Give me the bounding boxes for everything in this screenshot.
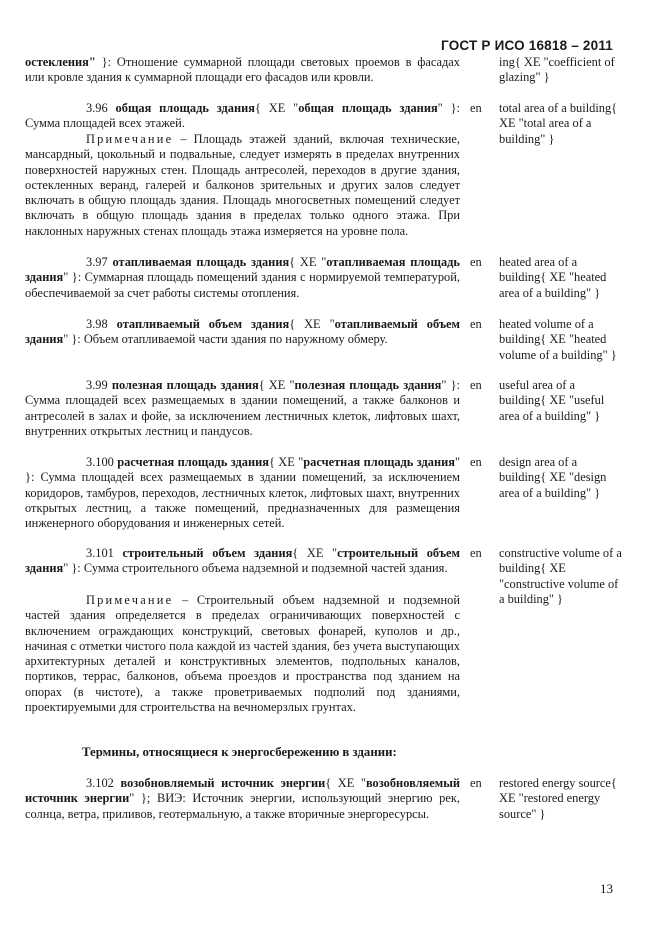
lang-code: en <box>470 776 482 790</box>
lang-code: en <box>470 455 482 469</box>
note: Примечание – Строительный объем надземной и подземной частей здания определяется в пределах ограничивающих поверхностей с включением ограждающих конструкций, световых фонарей, куполов и др., начиная с отметки чистого пола каждой из частей здания, без учета выступающих архитектурных деталей и конструктивных элементов, подпольных каналов, портиков, террас, балконов, объема проездов и пространства под зданием на опорах (в чистоте), а также проветриваемых подполий под зданиями, проектируемыми для строительства на вечномерзлых грунтах. <box>25 593 460 715</box>
lang-code: en <box>470 101 482 115</box>
en-term: heated area of a building{ XE "heated area of a building" } <box>499 255 607 300</box>
lang-code: en <box>470 317 482 331</box>
term-entry: 3.96 общая площадь здания{ XE "общая площадь здания" }: Сумма площадей всех этажей. <box>25 101 460 131</box>
en-term: heated volume of a building{ XE "heated volume of a building" } <box>499 317 617 362</box>
document-header: ГОСТ Р ИСО 16818 – 2011 <box>441 38 613 53</box>
en-term: ing{ XE "coefficient of glazing" } <box>499 55 615 85</box>
note: Примечание – Площадь этажей зданий, включая технические, мансардный, цокольный и подвальные, следует измерять в пределах внутренних поверхностей наружных стен. Площадь антресолей, переходов в другие здания, остекленных веранд, галерей и балконов зрительных и других залов следует включать в общую площадь здания. Площадь многосветных помещений следует включать в общую площадь здания в пределах только одного этажа. При наклонных наружных стенах площадь этажа измеряется на уровне пола. <box>25 132 460 238</box>
term-entry: 3.101 строительный объем здания{ XE "строительный объем здания" }: Сумма строительного объема надземной и подземной частей здания. <box>25 546 460 576</box>
en-term: restored energy source{ XE "restored energy source" } <box>499 776 617 821</box>
en-term: constructive volume of a building{ XE "constructive volume of a building" } <box>499 546 622 606</box>
term-entry: 3.102 возобновляемый источник энергии{ XE "возобновляемый источник энергии" }; ВИЭ: Источник энергии, использующий энергию рек, солнца, ветра, приливов, геотермальную, а также вторичные энергоресурсы. <box>25 776 461 821</box>
term-entry: 3.99 полезная площадь здания{ XE "полезная площадь здания" }: Сумма площадей всех размещаемых в здании помещений, а также балконов и антресолей в залах и фойе, за исключением лестничных клеток, лифтовых шахт, внутренних открытых лестниц и пандусов. <box>25 378 460 438</box>
term-continuation: остекления" }: Отношение суммарной площади световых проемов в фасадах или кровле здания к суммарной площади его фасадов или кровли. <box>25 55 460 85</box>
en-term: useful area of a building{ XE "useful area of a building" } <box>499 378 605 423</box>
lang-code: en <box>470 255 482 269</box>
term-entry: 3.98 отапливаемый объем здания{ XE "отапливаемый объем здания" }: Объем отапливаемой части здания по наружному обмеру. <box>25 317 460 347</box>
section-heading: Термины, относящиеся к энергосбережению в здании: <box>82 745 397 759</box>
en-term: total area of a building{ XE "total area of a building" } <box>499 101 618 146</box>
term-entry: 3.97 отапливаемая площадь здания{ XE "отапливаемая площадь здания" }: Суммарная площадь помещений здания с нормируемой температурой, обеспечиваемой за счет работы системы отопления. <box>25 255 460 300</box>
term-entry: 3.100 расчетная площадь здания{ XE "расчетная площадь здания" }: Сумма площадей всех размещаемых в здании помещений, за исключением коридоров, тамбуров, переходов, лестничных клеток, лифтовых шахт, внутренних открытых лестниц, а также помещений, предназначенных для размещения инженерного оборудования и инженерных сетей. <box>25 455 461 531</box>
en-term: design area of a building{ XE "design area of a building" } <box>499 455 607 500</box>
page-number: 13 <box>600 881 613 896</box>
lang-code: en <box>470 378 482 392</box>
lang-code: en <box>470 546 482 560</box>
